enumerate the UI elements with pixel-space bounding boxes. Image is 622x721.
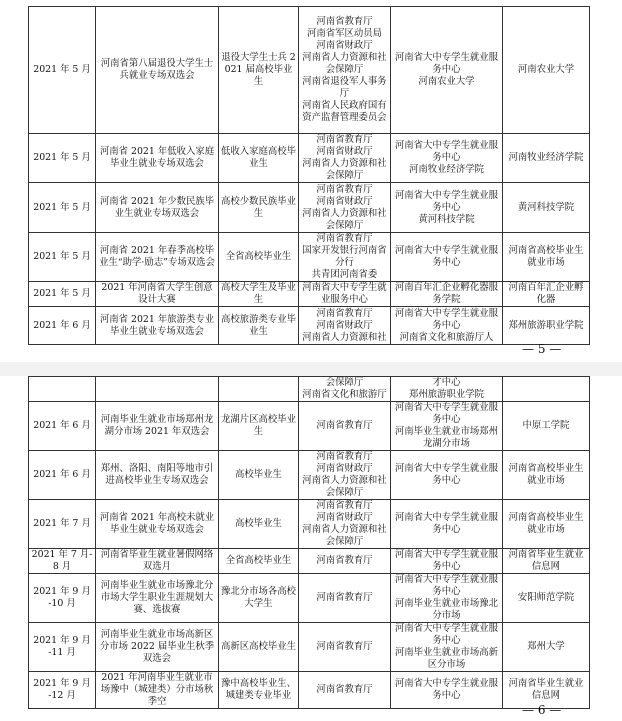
cell-date: 2021 年 5 月 [29, 134, 96, 183]
cell-co: 河南省大中专学生就业服务中心 河南农业大学 [391, 7, 503, 134]
cell-date: 2021 年 6 月 [29, 451, 96, 500]
cell-name: 河南毕业生就业市场郑州龙湖分市场 2021 年双选会 [96, 402, 219, 451]
cell-date: 2021 年 9 月 -12 月 [29, 672, 96, 709]
cell-date: 2021 年 5 月 [29, 183, 96, 233]
cell-date: 2021 年 5 月 [29, 233, 96, 282]
page-6 [0, 376, 622, 721]
page-number: — 5 — [522, 342, 562, 356]
cell-name: 河南省毕业生就业暑假网络双选月 [96, 549, 219, 574]
cell-obj: 豫北分市场各高校大学生 [219, 574, 299, 623]
table-row [29, 500, 590, 549]
cell-co: 河南省大中专学生就业服务中心 黄河科技学院 [391, 183, 503, 233]
cell-host: 河南省毕业生就业信息网 [503, 549, 590, 574]
cell-co: 河南省大中专学生就业服务中心 [391, 672, 503, 709]
cell-host: 中原工学院 [503, 402, 590, 451]
cell-org: 河南省教育厅 [299, 402, 391, 451]
cell-co: 河南省大中专学生就业服务中心 河南省文化和旅游厅人 [391, 307, 503, 345]
cell-obj: 高校旅游类专业毕业生 [219, 307, 299, 345]
cell-co: 河南省大中专学生就业服务中心 [391, 549, 503, 574]
events-table-page-6 [28, 376, 590, 709]
table-row [29, 451, 590, 500]
cell-host: 郑州大学 [503, 623, 590, 672]
cell-name [96, 377, 219, 402]
cell-obj: 高校少数民族毕业生 [219, 183, 299, 233]
events-table-page-5 [28, 6, 590, 345]
page-divider [0, 362, 622, 376]
cell-org: 河南省教育厅 [299, 574, 391, 623]
cell-obj: 全省高校毕业生 [219, 549, 299, 574]
table-row [29, 672, 590, 709]
cell-co: 河南省大中专学生就业服务中心 河南毕业生就业市场郑州龙湖分市场 [391, 402, 503, 451]
table-row [29, 183, 590, 233]
cell-date: 2021 年 9 月 -11 月 [29, 623, 96, 672]
cell-name: 河南省 2021 年旅游类专业毕业生就业专场双选会 [96, 307, 219, 345]
cell-obj: 高校毕业生 [219, 451, 299, 500]
cell-date: 2021 年 6 月 [29, 307, 96, 345]
cell-date [29, 377, 96, 402]
cell-obj: 高新区高校毕业生 [219, 623, 299, 672]
cell-name: 河南毕业生就业市场豫北分市场大学生职业生涯规划大赛、选拔赛 [96, 574, 219, 623]
cell-org: 河南省教育厅 河南省财政厅 河南省人力资源和社会保障厅 [299, 134, 391, 183]
cell-obj: 高校大学生及毕业生 [219, 282, 299, 307]
cell-co: 河南省大中专学生就业服务中心 河南毕业生就业市场高新区分市场 [391, 623, 503, 672]
cell-host: 河南省高校毕业生就业市场 [503, 500, 590, 549]
cell-host [503, 377, 590, 402]
cell-host: 河南农业大学 [503, 7, 590, 134]
cell-name: 河南省 2021 年高校未就业毕业生就业专场双选会 [96, 500, 219, 549]
cell-org: 河南省教育厅 河南省财政厅 河南省人力资源和社会保障厅 [299, 183, 391, 233]
cell-co: 河南省大中专学生就业服务中心 河南毕业生就业市场豫北分市场 [391, 574, 503, 623]
table-row [29, 402, 590, 451]
table-row [29, 549, 590, 574]
cell-org: 河南省教育厅 河南省军区动员局 河南省财政厅 河南省人力资源和社会保障厅 河南省退役军人事务厅 河南省人民政府国有资产监督管理委员会 [299, 7, 391, 134]
table-row [29, 134, 590, 183]
cell-co: 河南百年汇企业孵化器服务学院 [391, 282, 503, 307]
cell-co: 河南省大中专学生就业服务中心 [391, 233, 503, 282]
cell-name: 河南省 2021 年少数民族毕业生就业专场双选会 [96, 183, 219, 233]
cell-host: 河南省毕业生就业信息网 [503, 672, 590, 709]
cell-name: 郑州、洛阳、南阳等地市引进高校毕业生专场双选会 [96, 451, 219, 500]
cell-obj: 龙湖片区高校毕业生 [219, 402, 299, 451]
cell-org: 河南省教育厅 河南省财政厅 河南省人力资源和社会保障厅 [299, 500, 391, 549]
table-row [29, 282, 590, 307]
cell-name: 河南省第八届退役大学生士兵就业专场双选会 [96, 7, 219, 134]
cell-org: 河南省教育厅 [299, 549, 391, 574]
cell-co: 河南省大中专学生就业服务中心 [391, 451, 503, 500]
cell-date: 2021 年 6 月 [29, 402, 96, 451]
cell-date: 2021 年 5 月 [29, 282, 96, 307]
cell-obj: 高校毕业生 [219, 500, 299, 549]
cell-host: 河南百年汇企业孵化器 [503, 282, 590, 307]
cell-org: 河南省教育厅 [299, 672, 391, 709]
cell-co: 河南省大中专学生就业服务中心 河南牧业经济学院 [391, 134, 503, 183]
cell-org: 河南省教育厅 [299, 623, 391, 672]
cell-org: 河南省教育厅 国家开发银行河南省分行 共青团河南省委 [299, 233, 391, 282]
cell-obj [219, 377, 299, 402]
cell-obj: 低收入家庭高校毕业生 [219, 134, 299, 183]
table-row [29, 7, 590, 134]
table-row [29, 377, 590, 402]
table-row [29, 623, 590, 672]
cell-date: 2021 年 5 月 [29, 7, 96, 134]
cell-org: 河南省教育厅 河南省财政厅 河南省人力资源和社 [299, 307, 391, 345]
cell-co: 河南省大中专学生就业服务中心 [391, 500, 503, 549]
table-row [29, 307, 590, 345]
cell-org: 河南省教育厅 河南省财政厅 河南省人力资源和社会保障厅 [299, 451, 391, 500]
cell-date: 2021 年 7 月-8 月 [29, 549, 96, 574]
cell-host: 安阳师范学院 [503, 574, 590, 623]
cell-host: 黄河科技学院 [503, 183, 590, 233]
cell-obj: 豫中高校毕业生、城建类专业毕业 [219, 672, 299, 709]
cell-host: 河南牧业经济学院 [503, 134, 590, 183]
cell-date: 2021 年 7 月 [29, 500, 96, 549]
table-row [29, 574, 590, 623]
table-row [29, 233, 590, 282]
cell-obj: 退役大学生士兵 2021 届高校毕业生 [219, 7, 299, 134]
cell-name: 2021 年河南省大学生创意设计大赛 [96, 282, 219, 307]
cell-date: 2021 年 9 月 -10 月 [29, 574, 96, 623]
cell-host: 河南省高校毕业生就业市场 [503, 233, 590, 282]
page-number: — 6 — [522, 703, 562, 717]
cell-host: 河南省高校毕业生就业市场 [503, 451, 590, 500]
cell-name: 2021 年河南毕业生就业市场豫中（城建类）分市场秋季空 [96, 672, 219, 709]
cell-org: 河南省大中专学生就业服务中心 [299, 282, 391, 307]
cell-org: 会保障厅 河南省文化和旅游厅 [299, 377, 391, 402]
cell-obj: 全省高校毕业生 [219, 233, 299, 282]
cell-name: 河南省 2021 年春季高校毕业生“助学·励志”专场双选会 [96, 233, 219, 282]
cell-name: 河南省 2021 年低收入家庭毕业生就业专场双选会 [96, 134, 219, 183]
cell-name: 河南毕业生就业市场高新区分市场 2022 届毕业生秋季双选会 [96, 623, 219, 672]
cell-host: 郑州旅游职业学院 [503, 307, 590, 345]
cell-co: 才中心 郑州旅游职业学院 [391, 377, 503, 402]
